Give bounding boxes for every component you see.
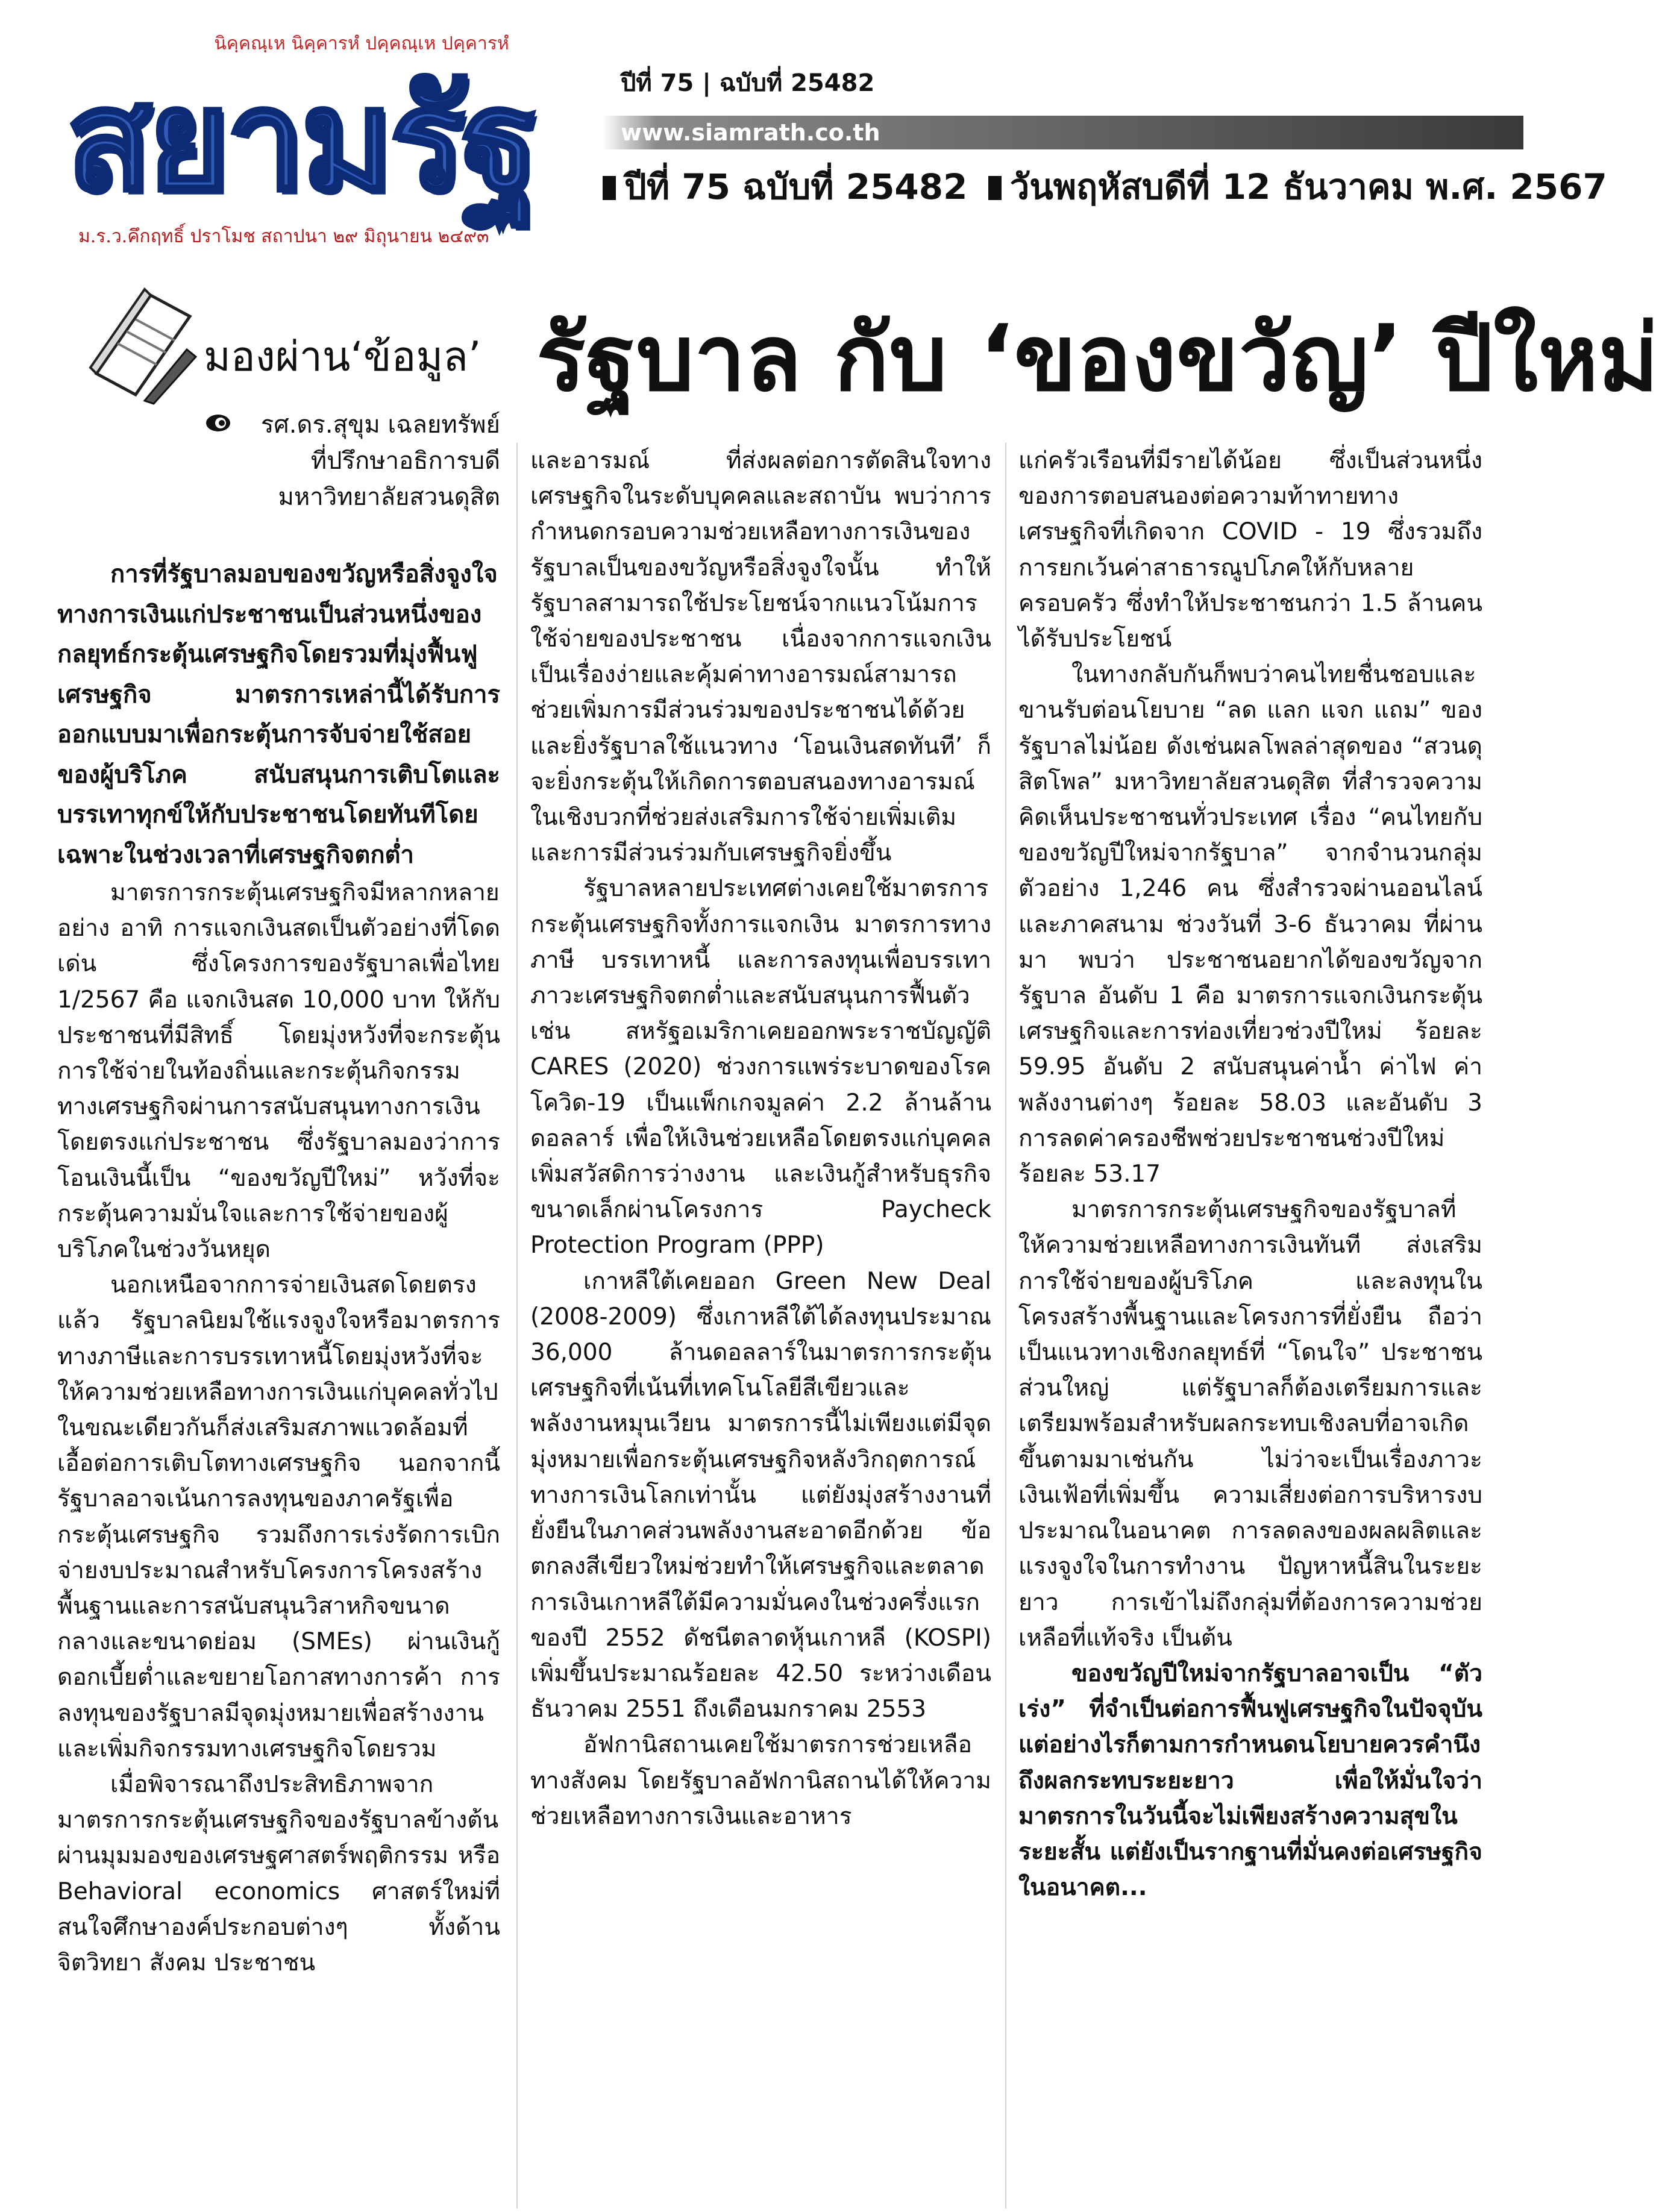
column-name: มองผ่าน‘ข้อมูล’ [204,333,481,381]
issue-number: ปีที่ 75 ฉบับที่ 25482 [624,166,968,207]
notebook-pencil-icon [60,283,199,404]
column-divider [516,443,518,2208]
closing-paragraph: ของขวัญปีใหม่จากรัฐบาลอาจเป็น “ตัวเร่ง” ที่จำเป็นต่อการฟื้นฟูเศรษฐกิจในปัจจุบัน แต่อย่างไรก็ตามการกำหนดนโยบายควรคำนึงถึงผลกระทบระยะยาว เพื่อให้มั่นใจว่ามาตรการในวันนี้จะไม่เพียงสร้างความสุขในระยะสั้น แต่ยังเป็นรากฐานที่มั่นคงต่อเศรษฐกิจในอนาคต... [1018,1659,1482,1902]
masthead-motto: นิคฺคณฺเห นิคฺคารหํ ปคฺคณฺเห ปคฺคารหํ [214,33,509,54]
body-paragraph: อัฟกานิสถานเคยใช้มาตรการช่วยเหลือทางสังคม โดยรัฐบาลอัฟกานิสถานได้ให้ความช่วยเหลือทางการเงินและอาหาร [530,1731,991,1830]
issue-number-top: ปีที่ 75 | ฉบับที่ 25482 [621,69,875,97]
body-paragraph: ในทางกลับกันก็พบว่าคนไทยชื่นชอบและขานรับต่อนโยบาย “ลด แลก แจก แถม” ของรัฐบาลไม่น้อย ดังเช่นผลโพลล่าสุดของ “สวนดุสิตโพล” มหาวิทยาลัยสวนดุสิต ที่สำรวจความคิดเห็นประชาชนทั่วประเทศ เรื่อง “คนไทยกับของขวัญปีใหม่จากรัฐบาล” จากจำนวนกลุ่มตัวอย่าง 1,246 คน ซึ่งสำรวจผ่านออนไลน์และภาคสนาม ช่วงวันที่ 3-6 ธันวาคม ที่ผ่านมา พบว่า ประชาชนอยากได้ของขวัญจากรัฐบาล อันดับ 1 คือ มาตรการแจกเงินกระตุ้นเศรษฐกิจและการท่องเที่ยวช่วงปีใหม่ ร้อยละ 59.95 อันดับ 2 สนับสนุนค่าน้ำ ค่าไฟ ค่าพลังงานต่างๆ ร้อยละ 58.03 และอันดับ 3 การลดค่าครองชีพช่วยประชาชนช่วงปีใหม่ ร้อยละ 53.17 [1018,661,1482,1188]
body-paragraph: มาตรการกระตุ้นเศรษฐกิจมีหลากหลายอย่าง อาทิ การแจกเงินสดเป็นตัวอย่างที่โดดเด่น ซึ่งโครงการของรัฐบาลเพื่อไทย 1/2567 คือ แจกเงินสด 10,000 บาท ให้กับประชาชนที่มีสิทธิ์ โดยมุ่งหวังที่จะกระตุ้นการใช้จ่ายในท้องถิ่นและกระตุ้นกิจกรรมทางเศรษฐกิจผ่านการสนับสนุนทางการเงินโดยตรงแก่ประชาชน ซึ่งรัฐบาลมองว่าการโอนเงินนี้เป็น “ของขวัญปีใหม่” หวังที่จะกระตุ้นความมั่นใจและการใช้จ่ายของผู้บริโภคในช่วงวันหยุด [57,879,500,1264]
article-column-3 [1018,443,1482,2208]
byline [199,407,500,515]
body-paragraph: แก่ครัวเรือนที่มีรายได้น้อย ซึ่งเป็นส่วนหนึ่งของการตอบสนองต่อความท้าทายทางเศรษฐกิจที่เกิดจาก COVID - 19 ซึ่งรวมถึงการยกเว้นค่าสาธารณูปโภคให้กับหลายครอบครัว ซึ่งทำให้ประชาชนกว่า 1.5 ล้านคนได้รับประโยชน์ [1018,447,1482,653]
author-position: ที่ปรึกษาอธิการบดี [310,447,500,475]
article-column-1 [57,554,500,2205]
newspaper-title: สยามรัฐ [66,59,535,222]
body-paragraph: เกาหลีใต้เคยออก Green New Deal (2008-2009) ซึ่งเกาหลีใต้ได้ลงทุนประมาณ 36,000 ล้านดอลลาร์ในมาตรการกระตุ้นเศรษฐกิจที่เน้นที่เทคโนโลยีสีเขียวและพลังงานหมุนเวียน มาตรการนี้ไม่เพียงแต่มีจุดมุ่งหมายเพื่อกระตุ้นเศรษฐกิจหลังวิกฤตการณ์ทางการเงินโลกเท่านั้น แต่ยังมุ่งสร้างงานที่ยั่งยืนในภาคส่วนพลังงานสะอาดอีกด้วย ข้อตกลงสีเขียวใหม่ช่วยทำให้เศรษฐกิจและตลาดการเงินเกาหลีใต้มีความมั่นคงในช่วงครึ่งแรกของปี 2552 ดัชนีตลาดหุ้นเกาหลี (KOSPI) เพิ่มขึ้นประมาณร้อยละ 42.50 ระหว่างเดือนธันวาคม 2551 ถึงเดือนมกราคม 2553 [530,1267,991,1723]
lead-paragraph: การที่รัฐบาลมอบของขวัญหรือสิ่งจูงใจทางการเงินแก่ประชาชนเป็นส่วนหนึ่งของกลยุทธ์กระตุ้นเศรษฐกิจโดยรวมที่มุ่งฟื้นฟูเศรษฐกิจ มาตรการเหล่านี้ได้รับการออกแบบมาเพื่อกระตุ้นการจับจ่ายใช้สอยของผู้บริโภค สนับสนุนการเติบโตและบรรเทาทุกข์ให้กับประชาชนโดยทันทีโดยเฉพาะในช่วงเวลาที่เศรษฐกิจตกต่ำ [57,560,500,869]
body-paragraph: และอารมณ์ ที่ส่งผลต่อการตัดสินใจทางเศรษฐกิจในระดับบุคคลและสถาบัน พบว่าการกำหนดกรอบความช่วยเหลือทางการเงินของรัฐบาลเป็นของขวัญหรือสิ่งจูงใจนั้น ทำให้รัฐบาลสามารถใช้ประโยชน์จากแนวโน้มการใช้จ่ายของประชาชน เนื่องจากการแจกเงินเป็นเรื่องง่ายและคุ้มค่าทางอารมณ์สามารถช่วยเพิ่มการมีส่วนร่วมของประชาชนได้ด้วย และยิ่งรัฐบาลใช้แนวทาง ‘โอนเงินสดทันที’ ก็จะยิ่งกระตุ้นให้เกิดการตอบสนองทางอารมณ์ในเชิงบวกที่ช่วยส่งเสริมการใช้จ่ายเพิ่มเติมและการมีส่วนร่วมกับเศรษฐกิจยิ่งขึ้น [530,447,991,867]
article-column-2 [530,443,991,2208]
issue-date: วันพฤหัสบดีที่ 12 ธันวาคม พ.ศ. 2567 [1009,166,1607,207]
column-divider [1005,443,1006,2208]
square-bullet-icon [988,176,1002,200]
body-paragraph: นอกเหนือจากการจ่ายเงินสดโดยตรงแล้ว รัฐบาลนิยมใช้แรงจูงใจหรือมาตรการทางภาษีและการบรรเทาหนี้โดยมุ่งหวังที่จะให้ความช่วยเหลือทางการเงินแก่บุคคลทั่วไปในขณะเดียวกันก็ส่งเสริมสภาพแวดล้อมที่เอื้อต่อการเติบโตทางเศรษฐกิจ นอกจากนี้ รัฐบาลอาจเน้นการลงทุนของภาครัฐเพื่อกระตุ้นเศรษฐกิจ รวมถึงการเร่งรัดการเบิกจ่ายงบประมาณสำหรับโครงการโครงสร้างพื้นฐานและการสนับสนุนวิสาหกิจขนาดกลางและขนาดย่อม (SMEs) ผ่านเงินกู้ดอกเบี้ยต่ำและขยายโอกาสทางการค้า การลงทุนของรัฐบาลมีจุดมุ่งหมายเพื่อสร้างงานและเพิ่มกิจกรรมทางเศรษฐกิจโดยรวม [57,1271,500,1762]
author-affiliation: มหาวิทยาลัยสวนดุสิต [278,483,500,511]
website-url[interactable]: www.siamrath.co.th [621,119,880,146]
article-headline: รัฐบาล กับ ‘ของขวัญ’ ปีใหม่ [536,305,1659,412]
masthead-founded: ม.ร.ว.คึกฤทธิ์ ปราโมช สถาปนา ๒๙ มิถุนายน ๒๔๙๓ [78,226,489,247]
issue-date-line [603,163,1607,211]
body-paragraph: รัฐบาลหลายประเทศต่างเคยใช้มาตรการกระตุ้นเศรษฐกิจทั้งการแจกเงิน มาตรการทางภาษี บรรเทาหนี้ และการลงทุนเพื่อบรรเทาภาวะเศรษฐกิจตกต่ำและสนับสนุนการฟื้นตัว เช่น สหรัฐอเมริกาเคยออกพระราชบัญญัติ CARES (2020) ช่วงการแพร่ระบาดของโรคโควิด-19 เป็นแพ็กเกจมูลค่า 2.2 ล้านล้านดอลลาร์ เพื่อให้เงินช่วยเหลือโดยตรงแก่บุคคล เพิ่มสวัสดิการว่างงาน และเงินกู้สำหรับธุรกิจขนาดเล็กผ่านโครงการ Paycheck Protection Program (PPP) [530,875,991,1259]
square-bullet-icon [603,176,616,200]
masthead-logo [66,33,542,256]
body-paragraph: มาตรการกระตุ้นเศรษฐกิจของรัฐบาลที่ให้ความช่วยเหลือทางการเงินทันที ส่งเสริมการใช้จ่ายของผู้บริโภค และลงทุนในโครงสร้างพื้นฐานและโครงการที่ยั่งยืน ถือว่าเป็นแนวทางเชิงกลยุทธ์ที่ “โดนใจ” ประชาชนส่วนใหญ่ แต่รัฐบาลก็ต้องเตรียมการและเตรียมพร้อมสำหรับผลกระทบเชิงลบที่อาจเกิดขึ้นตามมาเช่นกัน ไม่ว่าจะเป็นเรื่องภาวะเงินเฟ้อที่เพิ่มขึ้น ความเสี่ยงต่อการบริหารงบประมาณในอนาคต การลดลงของผลผลิตและแรงจูงใจในการทำงาน ปัญหาหนี้สินในระยะยาว การเข้าไม่ถึงกลุ่มที่ต้องการความช่วยเหลือที่แท้จริง เป็นต้น [1018,1196,1482,1652]
body-paragraph: เมื่อพิจารณาถึงประสิทธิภาพจากมาตรการกระตุ้นเศรษฐกิจของรัฐบาลข้างต้นผ่านมุมมองของเศรษฐศาสตร์พฤติกรรม หรือ Behavioral economics ศาสตร์ใหม่ที่สนใจศึกษาองค์ประกอบต่างๆ ทั้งด้านจิตวิทยา สังคม ประชาชน [57,1771,500,1977]
author-name: รศ.ดร.สุขุม เฉลยทรัพย์ [260,411,500,439]
